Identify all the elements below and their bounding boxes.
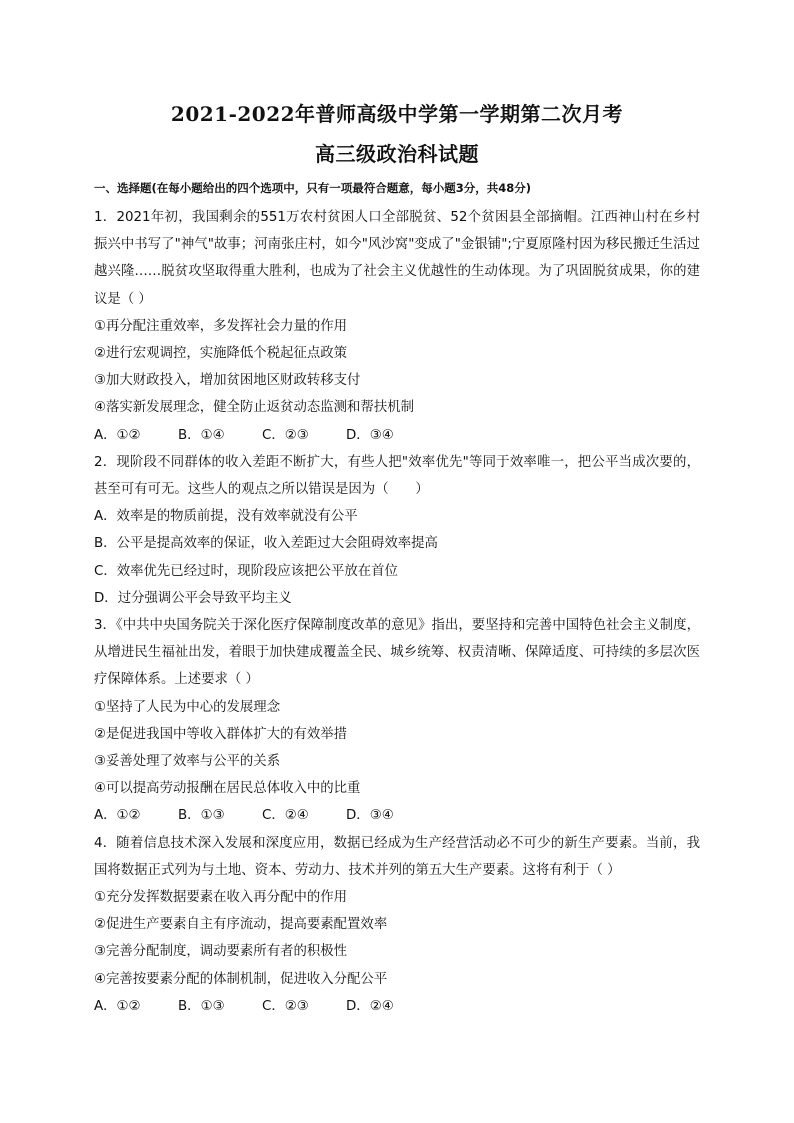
choice-b: B．①③ <box>178 808 225 824</box>
choice-c: C．②③ <box>262 427 309 443</box>
question-stem: 3．《中共中央国务院关于深化医疗保障制度改革的意见》指出，要坚持和完善中国特色社会主义制度，从增进民生福祉出发，着眼于加快建成覆盖全民、城乡统筹、权责清晰、保障适度、可持续的多层次医疗保障体系。上述要求（ ） <box>94 618 700 688</box>
choice-a: A．①② <box>94 998 141 1014</box>
question-option: ④完善按要素分配的体制机制，促进收入分配公平 <box>94 971 388 987</box>
choice-b: B．①③ <box>178 998 225 1014</box>
exam-title: 2021-2022年普师高级中学第一学期第二次月考 <box>170 102 624 126</box>
question-2 <box>94 449 700 612</box>
question-option: ②是促进我国中等收入群体扩大的有效举措 <box>94 726 348 742</box>
question-option: ④落实新发展理念，健全防止返贫动态监测和帮扶机制 <box>94 400 414 416</box>
question-option: ④可以提高劳动报酬在居民总体收入中的比重 <box>94 781 361 797</box>
question-option: B．公平是提高效率的保证，收入差距过大会阻碍效率提高 <box>94 536 438 552</box>
question-stem: 1．2021年初，我国剩余的551万农村贫困人口全部脱贫、52个贫困县全部摘帽。江西神山村在乡村振兴中书写了"神气"故事；河南张庄村，如今"风沙窝"变成了"金银铺";宁夏原隆村因为移民搬迁生活过越兴隆……脱贫攻坚取得重大胜利，也成为了社会主义优越性的生动体现。为了巩固脱贫成果，你的建议是（ ） <box>94 210 700 307</box>
question-option: ①充分发挥数据要素在收入再分配中的作用 <box>94 890 348 906</box>
choice-d: D．③④ <box>346 808 394 824</box>
question-3 <box>94 612 700 830</box>
question-list <box>94 204 700 1020</box>
choice-b: B．①④ <box>178 427 225 443</box>
question-option: ②促进生产要素自主有序流动，提高要素配置效率 <box>94 917 388 933</box>
question-option: ①坚持了人民为中心的发展理念 <box>94 699 281 715</box>
question-option: C．效率优先已经过时，现阶段应该把公平放在首位 <box>94 563 398 579</box>
answer-choices <box>94 802 700 829</box>
question-stem: 2．现阶段不同群体的收入差距不断扩大，有些人把"效率优先"等同于效率唯一，把公平当成次要的，甚至可有可无。这些人的观点之所以错误是因为（ ） <box>94 454 700 498</box>
answer-choices <box>94 422 700 449</box>
choice-a: A．①② <box>94 808 141 824</box>
question-1 <box>94 204 700 449</box>
question-option: D．过分强调公平会导致平均主义 <box>94 590 292 606</box>
question-stem: 4．随着信息技术深入发展和深度应用，数据已经成为生产经营活动必不可少的新生产要素。当前，我国将数据正式列为与土地、资本、劳动力、技术并列的第五大生产要素。这将有利于（ ） <box>94 835 700 878</box>
choice-d: D．②④ <box>346 998 394 1014</box>
question-option: ③加大财政投入，增加贫困地区财政转移支付 <box>94 373 361 389</box>
question-4 <box>94 830 700 1020</box>
question-option: ③妥善处理了效率与公平的关系 <box>94 754 281 770</box>
choice-d: D．③④ <box>346 427 394 443</box>
choice-c: C．②③ <box>262 998 309 1014</box>
exam-subtitle: 高三级政治科试题 <box>315 142 479 166</box>
question-option: ③完善分配制度，调动要素所有者的积极性 <box>94 944 348 960</box>
choice-c: C．②④ <box>262 808 309 824</box>
question-option: ②进行宏观调控，实施降低个税起征点政策 <box>94 346 348 362</box>
question-option: ①再分配注重效率，多发挥社会力量的作用 <box>94 318 348 334</box>
answer-choices <box>94 993 700 1020</box>
question-option: A．效率是的物质前提，没有效率就没有公平 <box>94 509 358 525</box>
section-heading: 一、选择题(在每小题给出的四个选项中，只有一项最符合题意，每小题3分，共48分) <box>94 181 532 195</box>
choice-a: A．①② <box>94 427 141 443</box>
